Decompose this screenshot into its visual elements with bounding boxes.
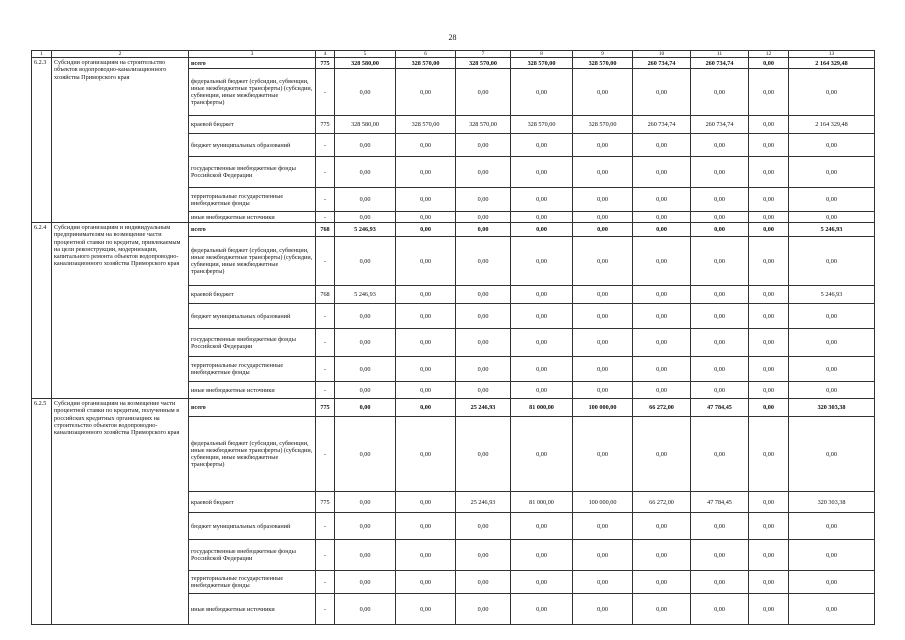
amount-cell: 0,00: [396, 399, 456, 417]
amount-cell: 0,00: [789, 212, 875, 223]
amount-cell: 0,00: [633, 594, 691, 625]
amount-cell: 0,00: [335, 69, 396, 116]
amount-cell: 0,00: [633, 286, 691, 304]
funding-source: иные внебюджетные источники: [189, 594, 316, 625]
amount-cell: 0,00: [691, 212, 749, 223]
amount-cell: 0,00: [749, 594, 789, 625]
amount-cell: 0,00: [691, 357, 749, 382]
amount-cell: 0,00: [749, 417, 789, 492]
funding-source: территориальные государственные внебюджетные фонды: [189, 188, 316, 212]
funding-source: территориальные государственные внебюджетные фонды: [189, 357, 316, 382]
amount-cell: 0,00: [456, 134, 511, 157]
responsible-code-cell: -: [316, 237, 335, 286]
measure-code: 6.2.3: [32, 58, 52, 223]
amount-cell: 0,00: [335, 382, 396, 399]
amount-cell: 0,00: [511, 134, 573, 157]
amount-cell: 328 580,00: [335, 58, 396, 69]
amount-cell: 0,00: [335, 134, 396, 157]
responsible-code-cell: 775: [316, 116, 335, 134]
responsible-code-cell: 768: [316, 286, 335, 304]
amount-cell: 0,00: [573, 286, 633, 304]
amount-cell: 0,00: [749, 58, 789, 69]
column-number-cell: 6: [396, 51, 456, 58]
amount-cell: 0,00: [335, 513, 396, 540]
amount-cell: 0,00: [749, 540, 789, 571]
amount-cell: 0,00: [511, 417, 573, 492]
amount-cell: 0,00: [335, 571, 396, 594]
amount-cell: 0,00: [396, 492, 456, 513]
amount-cell: 0,00: [511, 594, 573, 625]
amount-cell: 5 246,93: [335, 223, 396, 237]
amount-cell: 0,00: [511, 382, 573, 399]
column-number-cell: 12: [749, 51, 789, 58]
amount-cell: 0,00: [456, 223, 511, 237]
funding-source: бюджет муниципальных образований: [189, 513, 316, 540]
responsible-code-cell: -: [316, 304, 335, 329]
amount-cell: 0,00: [573, 188, 633, 212]
amount-cell: 0,00: [691, 594, 749, 625]
funding-source: бюджет муниципальных образований: [189, 304, 316, 329]
amount-cell: 0,00: [335, 417, 396, 492]
responsible-code-cell: -: [316, 594, 335, 625]
amount-cell: 0,00: [573, 357, 633, 382]
amount-cell: 0,00: [789, 188, 875, 212]
funding-source: федеральный бюджет (субсидии, субвенции, иные межбюджетные трансферты) (субсидии, субвенции, иные межбюджетные трансферты): [189, 69, 316, 116]
amount-cell: 0,00: [335, 188, 396, 212]
amount-cell: 0,00: [691, 237, 749, 286]
amount-cell: 0,00: [691, 304, 749, 329]
amount-cell: 0,00: [633, 69, 691, 116]
budget-table: [31, 50, 875, 625]
funding-source: федеральный бюджет (субсидии, субвенции, иные межбюджетные трансферты) (субсидии, субвенции, иные межбюджетные трансферты): [189, 417, 316, 492]
amount-cell: 0,00: [633, 237, 691, 286]
amount-cell: 0,00: [749, 134, 789, 157]
amount-cell: 0,00: [573, 237, 633, 286]
amount-cell: 0,00: [789, 357, 875, 382]
amount-cell: 0,00: [691, 223, 749, 237]
amount-cell: 0,00: [511, 540, 573, 571]
amount-cell: 0,00: [789, 382, 875, 399]
amount-cell: 0,00: [633, 417, 691, 492]
amount-cell: 0,00: [511, 286, 573, 304]
amount-cell: 0,00: [511, 329, 573, 357]
amount-cell: 0,00: [789, 134, 875, 157]
amount-cell: 0,00: [573, 157, 633, 188]
amount-cell: 0,00: [396, 329, 456, 357]
responsible-code-cell: -: [316, 69, 335, 116]
amount-cell: 0,00: [511, 69, 573, 116]
amount-cell: 25 246,93: [456, 492, 511, 513]
amount-cell: 0,00: [749, 399, 789, 417]
amount-cell: 0,00: [456, 594, 511, 625]
amount-cell: 0,00: [396, 188, 456, 212]
amount-cell: 0,00: [335, 157, 396, 188]
amount-cell: 0,00: [691, 513, 749, 540]
amount-cell: 0,00: [456, 304, 511, 329]
amount-cell: 0,00: [573, 304, 633, 329]
measure-code: 6.2.5: [32, 399, 52, 625]
amount-cell: 260 734,74: [691, 116, 749, 134]
amount-cell: 0,00: [511, 357, 573, 382]
amount-cell: 0,00: [749, 237, 789, 286]
amount-cell: 0,00: [511, 304, 573, 329]
amount-cell: 0,00: [633, 304, 691, 329]
amount-cell: 0,00: [396, 223, 456, 237]
amount-cell: 0,00: [749, 492, 789, 513]
amount-cell: 0,00: [335, 357, 396, 382]
amount-cell: 0,00: [789, 417, 875, 492]
amount-cell: 0,00: [396, 357, 456, 382]
amount-cell: 0,00: [633, 157, 691, 188]
amount-cell: 0,00: [396, 540, 456, 571]
amount-cell: 0,00: [749, 212, 789, 223]
amount-cell: 0,00: [456, 513, 511, 540]
responsible-code-cell: -: [316, 134, 335, 157]
amount-cell: 0,00: [749, 304, 789, 329]
amount-cell: 0,00: [633, 540, 691, 571]
funding-source: иные внебюджетные источники: [189, 212, 316, 223]
amount-cell: 328 570,00: [511, 58, 573, 69]
amount-cell: 0,00: [573, 69, 633, 116]
amount-cell: 0,00: [691, 188, 749, 212]
responsible-code-cell: -: [316, 212, 335, 223]
amount-cell: 0,00: [335, 492, 396, 513]
amount-cell: 0,00: [335, 212, 396, 223]
amount-cell: 0,00: [396, 69, 456, 116]
amount-cell: 0,00: [511, 223, 573, 237]
amount-cell: 0,00: [396, 134, 456, 157]
amount-cell: 0,00: [749, 157, 789, 188]
amount-cell: 0,00: [396, 304, 456, 329]
amount-cell: 0,00: [789, 304, 875, 329]
amount-cell: 0,00: [573, 571, 633, 594]
amount-cell: 0,00: [789, 513, 875, 540]
amount-cell: 0,00: [691, 382, 749, 399]
amount-cell: 0,00: [396, 417, 456, 492]
amount-cell: 0,00: [396, 237, 456, 286]
funding-source: краевой бюджет: [189, 492, 316, 513]
amount-cell: 0,00: [396, 382, 456, 399]
amount-cell: 0,00: [691, 134, 749, 157]
amount-cell: 66 272,00: [633, 399, 691, 417]
responsible-code-cell: -: [316, 513, 335, 540]
amount-cell: 328 580,00: [335, 116, 396, 134]
amount-cell: 0,00: [456, 329, 511, 357]
amount-cell: 47 784,45: [691, 399, 749, 417]
responsible-code-cell: 775: [316, 399, 335, 417]
amount-cell: 0,00: [335, 237, 396, 286]
amount-cell: 0,00: [456, 571, 511, 594]
amount-cell: 0,00: [633, 329, 691, 357]
amount-cell: 0,00: [633, 212, 691, 223]
column-number-cell: 1: [32, 51, 52, 58]
amount-cell: 320 303,38: [789, 399, 875, 417]
responsible-code-cell: -: [316, 382, 335, 399]
responsible-code-cell: -: [316, 357, 335, 382]
funding-source: государственные внебюджетные фонды Российской Федерации: [189, 157, 316, 188]
amount-cell: 0,00: [456, 212, 511, 223]
amount-cell: 0,00: [749, 329, 789, 357]
column-number-cell: 9: [573, 51, 633, 58]
funding-source: территориальные государственные внебюджетные фонды: [189, 571, 316, 594]
amount-cell: 0,00: [789, 594, 875, 625]
amount-cell: 328 570,00: [396, 116, 456, 134]
amount-cell: 0,00: [789, 157, 875, 188]
table-row: [32, 58, 875, 69]
amount-cell: 0,00: [456, 417, 511, 492]
responsible-code-cell: -: [316, 571, 335, 594]
amount-cell: 0,00: [396, 212, 456, 223]
column-number-cell: 8: [511, 51, 573, 58]
responsible-code-cell: 775: [316, 492, 335, 513]
amount-cell: 0,00: [335, 399, 396, 417]
amount-cell: 328 570,00: [456, 58, 511, 69]
amount-cell: 0,00: [335, 304, 396, 329]
amount-cell: 328 570,00: [573, 116, 633, 134]
amount-cell: 66 272,00: [633, 492, 691, 513]
amount-cell: 25 246,93: [456, 399, 511, 417]
amount-cell: 0,00: [749, 357, 789, 382]
amount-cell: 0,00: [396, 513, 456, 540]
amount-cell: 260 734,74: [691, 58, 749, 69]
funding-source: иные внебюджетные источники: [189, 382, 316, 399]
amount-cell: 0,00: [789, 237, 875, 286]
amount-cell: 0,00: [691, 157, 749, 188]
amount-cell: 0,00: [573, 540, 633, 571]
column-number-cell: 11: [691, 51, 749, 58]
amount-cell: 0,00: [749, 571, 789, 594]
amount-cell: 0,00: [456, 357, 511, 382]
amount-cell: 47 784,45: [691, 492, 749, 513]
amount-cell: 0,00: [573, 513, 633, 540]
amount-cell: 0,00: [749, 513, 789, 540]
funding-source: федеральный бюджет (субсидии, субвенции, иные межбюджетные трансферты) (субсидии, субвенции, иные межбюджетные трансферты): [189, 237, 316, 286]
amount-cell: 0,00: [511, 157, 573, 188]
amount-cell: 0,00: [335, 540, 396, 571]
table-row: [32, 399, 875, 417]
amount-cell: 0,00: [749, 286, 789, 304]
funding-source: всего: [189, 223, 316, 237]
amount-cell: 0,00: [749, 223, 789, 237]
amount-cell: 0,00: [456, 382, 511, 399]
amount-cell: 0,00: [456, 188, 511, 212]
funding-source: краевой бюджет: [189, 286, 316, 304]
amount-cell: 0,00: [573, 382, 633, 399]
amount-cell: 0,00: [789, 540, 875, 571]
amount-cell: 100 000,00: [573, 399, 633, 417]
funding-source: всего: [189, 399, 316, 417]
amount-cell: 328 570,00: [456, 116, 511, 134]
responsible-code-cell: 768: [316, 223, 335, 237]
amount-cell: 0,00: [456, 237, 511, 286]
amount-cell: 260 734,74: [633, 116, 691, 134]
amount-cell: 5 246,93: [789, 223, 875, 237]
measure-code: 6.2.4: [32, 223, 52, 399]
column-number-cell: 2: [52, 51, 189, 58]
amount-cell: 0,00: [511, 513, 573, 540]
amount-cell: 0,00: [456, 69, 511, 116]
amount-cell: 81 000,00: [511, 492, 573, 513]
amount-cell: 0,00: [749, 69, 789, 116]
amount-cell: 2 164 329,48: [789, 58, 875, 69]
amount-cell: 0,00: [633, 134, 691, 157]
amount-cell: 100 000,00: [573, 492, 633, 513]
amount-cell: 0,00: [633, 513, 691, 540]
funding-source: государственные внебюджетные фонды Российской Федерации: [189, 540, 316, 571]
responsible-code-cell: -: [316, 188, 335, 212]
amount-cell: 5 246,93: [335, 286, 396, 304]
amount-cell: 0,00: [691, 571, 749, 594]
amount-cell: 328 570,00: [573, 58, 633, 69]
amount-cell: 0,00: [789, 69, 875, 116]
amount-cell: 0,00: [573, 594, 633, 625]
amount-cell: 0,00: [633, 382, 691, 399]
funding-source: всего: [189, 58, 316, 69]
amount-cell: 0,00: [396, 286, 456, 304]
amount-cell: 0,00: [691, 286, 749, 304]
amount-cell: 0,00: [511, 571, 573, 594]
amount-cell: 5 246,93: [789, 286, 875, 304]
funding-source: краевой бюджет: [189, 116, 316, 134]
responsible-code-cell: -: [316, 157, 335, 188]
table-row: [32, 223, 875, 237]
column-number-cell: 4: [316, 51, 335, 58]
amount-cell: 0,00: [789, 571, 875, 594]
amount-cell: 2 164 329,48: [789, 116, 875, 134]
page-number: 28: [448, 33, 457, 42]
amount-cell: 0,00: [633, 571, 691, 594]
amount-cell: 0,00: [691, 329, 749, 357]
amount-cell: 0,00: [573, 329, 633, 357]
measure-name: Субсидии организациям на возмещение части процентной ставки по кредитам, полученным в российских кредитных организациях на строительство объектов водопроводно-канализационного хозяйства Приморского края: [52, 399, 189, 625]
column-number-row: [32, 51, 875, 58]
amount-cell: 0,00: [749, 188, 789, 212]
amount-cell: 0,00: [691, 540, 749, 571]
amount-cell: 0,00: [633, 223, 691, 237]
amount-cell: 0,00: [456, 540, 511, 571]
amount-cell: 0,00: [511, 237, 573, 286]
amount-cell: 0,00: [511, 188, 573, 212]
amount-cell: 0,00: [633, 188, 691, 212]
column-number-cell: 13: [789, 51, 875, 58]
amount-cell: 0,00: [456, 157, 511, 188]
measure-name: Субсидии организациям на строительство объектов водопроводно-канализационного хозяйства Приморского края: [52, 58, 189, 223]
amount-cell: 0,00: [396, 571, 456, 594]
amount-cell: 0,00: [511, 212, 573, 223]
amount-cell: 0,00: [573, 212, 633, 223]
column-number-cell: 7: [456, 51, 511, 58]
amount-cell: 0,00: [691, 69, 749, 116]
amount-cell: 0,00: [749, 382, 789, 399]
amount-cell: 81 000,00: [511, 399, 573, 417]
amount-cell: 0,00: [633, 357, 691, 382]
amount-cell: 0,00: [573, 223, 633, 237]
amount-cell: 0,00: [335, 594, 396, 625]
amount-cell: 0,00: [789, 329, 875, 357]
responsible-code-cell: -: [316, 329, 335, 357]
column-number-cell: 3: [189, 51, 316, 58]
amount-cell: 0,00: [749, 116, 789, 134]
amount-cell: 320 303,38: [789, 492, 875, 513]
amount-cell: 260 734,74: [633, 58, 691, 69]
amount-cell: 328 570,00: [511, 116, 573, 134]
amount-cell: 0,00: [456, 286, 511, 304]
responsible-code-cell: -: [316, 540, 335, 571]
amount-cell: 328 570,00: [396, 58, 456, 69]
amount-cell: 0,00: [691, 417, 749, 492]
amount-cell: 0,00: [573, 134, 633, 157]
funding-source: государственные внебюджетные фонды Российской Федерации: [189, 329, 316, 357]
amount-cell: 0,00: [335, 329, 396, 357]
column-number-cell: 5: [335, 51, 396, 58]
responsible-code-cell: -: [316, 417, 335, 492]
amount-cell: 0,00: [396, 594, 456, 625]
funding-source: бюджет муниципальных образований: [189, 134, 316, 157]
responsible-code-cell: 775: [316, 58, 335, 69]
amount-cell: 0,00: [396, 157, 456, 188]
measure-name: Субсидии организациям и индивидуальным предпринимателям на возмещение части процентной ставки по кредитам, привлекаемым на цели реконструкции, модернизации, капитального ремонта объектов водопроводно-канализационного хозяйства Приморского края: [52, 223, 189, 399]
amount-cell: 0,00: [573, 417, 633, 492]
column-number-cell: 10: [633, 51, 691, 58]
